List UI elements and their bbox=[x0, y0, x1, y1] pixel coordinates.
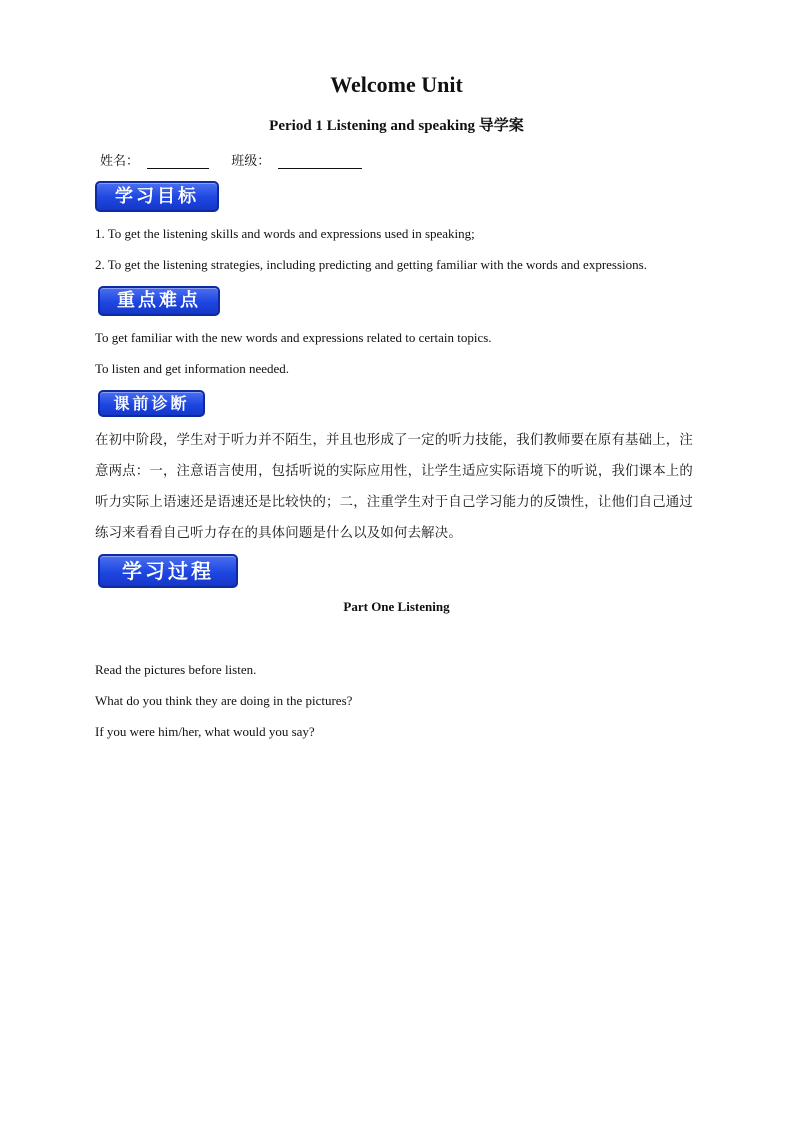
process-item-2: What do you think they are doing in the pictures? bbox=[95, 693, 353, 708]
class-blank[interactable] bbox=[278, 154, 362, 169]
goal-item-2: 2. To get the listening strategies, including predicting and getting familiar with the words and expressions. bbox=[95, 257, 647, 272]
name-blank[interactable] bbox=[147, 154, 209, 169]
diagnosis-badge: 课前诊断 bbox=[98, 390, 205, 417]
name-label: 姓名： bbox=[100, 154, 140, 169]
process-item-3: If you were him/her, what would you say? bbox=[95, 724, 315, 739]
key-point-item-1: To get familiar with the new words and expressions related to certain topics. bbox=[95, 330, 492, 345]
process-item-1: Read the pictures before listen. bbox=[95, 662, 257, 677]
part-title: Part One Listening bbox=[343, 599, 450, 614]
goals-badge: 学习目标 bbox=[95, 181, 219, 212]
page-title: Welcome Unit bbox=[330, 72, 463, 97]
student-info bbox=[100, 150, 362, 169]
class-label: 班级： bbox=[231, 154, 271, 169]
page-subtitle: Period 1 Listening and speaking 导学案 bbox=[269, 118, 524, 134]
key-point-item-2: To listen and get information needed. bbox=[95, 361, 290, 376]
goal-item-1: 1. To get the listening skills and words and expressions used in speaking; bbox=[95, 226, 475, 241]
process-badge: 学习过程 bbox=[98, 554, 238, 588]
diagnosis-text: 在初中阶段，学生对于听力并不陌生，并且也形成了一定的听力技能，我们教师要在原有基础上，注意两点：一，注意语言使用，包括听说的实际应用性，让学生适应实际语境下的听说，我们课本上的听力实际上语速还是语速还是比较快的；二，注重学生对于自己学习能力的反馈性，让他们自己通过练习来看看自己听力存在的具体问题是什么以及如何去解决。 bbox=[95, 433, 693, 541]
key-points-badge: 重点难点 bbox=[98, 286, 220, 316]
